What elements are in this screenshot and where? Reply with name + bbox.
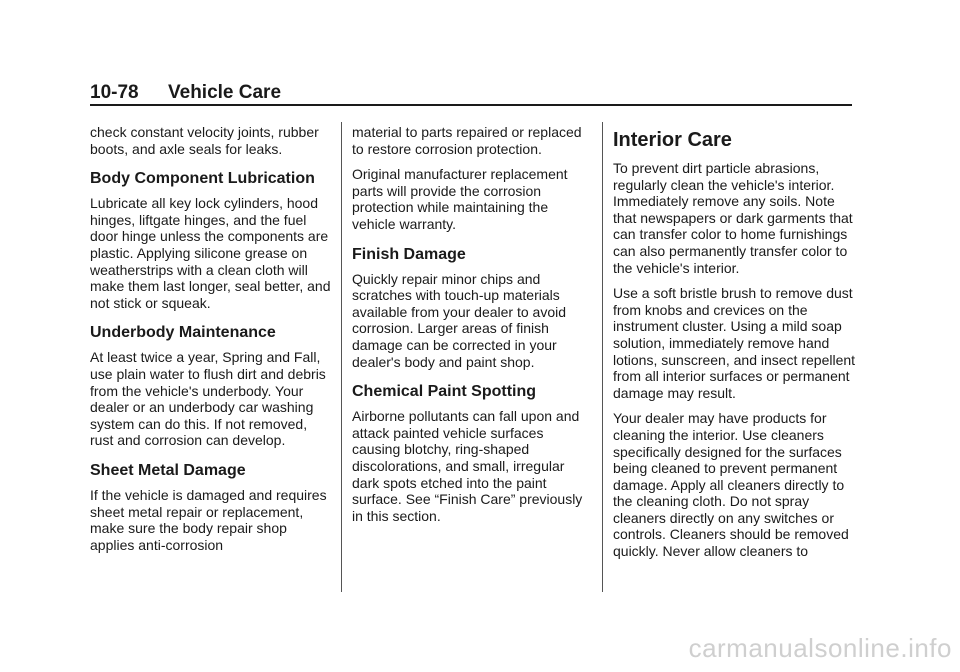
column-divider <box>341 122 342 592</box>
paragraph: material to parts repaired or replaced to restore corrosion protection. <box>352 124 582 157</box>
heading-finish-damage: Finish Damage <box>352 245 466 263</box>
paragraph: Lubricate all key lock cylinders, hood hinges, liftgate hinges, and the fuel door hinge unless the components are plastic. Applying silicone grease on weatherstrips with a clean cloth will make them last longer, seal better, and not stick or squeak. <box>90 195 331 311</box>
paragraph: Quickly repair minor chips and scratches with touch-up materials available from your dealer to avoid corrosion. Larger areas of finish damage can be corrected in your dealer's body and paint shop. <box>352 270 567 370</box>
heading-interior-care: Interior Care <box>613 129 732 151</box>
watermark-text: carmanualsonline.info <box>688 633 952 663</box>
page-header <box>90 82 852 106</box>
header-rule <box>90 104 852 106</box>
column-2 <box>352 124 595 533</box>
paragraph: Your dealer may have products for cleaning the interior. Use cleaners specifically designed for the surfaces being cleaned to prevent permanent damage. Apply all cleaners directly to the cleaning cloth. Do not spray cleaners directly on any switches or controls. Cleaners should be removed quickly. Never allow cleaners to <box>613 410 849 560</box>
paragraph: At least twice a year, Spring and Fall, use plain water to flush dirt and debris from the vehicle's underbody. Your dealer or an underbody car washing system can do this. If not removed, rust and corrosion can develop. <box>90 349 326 449</box>
page-number: 10-78 <box>90 82 139 103</box>
column-divider <box>602 122 603 592</box>
heading-body-component-lubrication: Body Component Lubrication <box>90 170 315 188</box>
paragraph: If the vehicle is damaged and requires sheet metal repair or replacement, make sure the body repair shop applies anti-corrosion <box>90 486 327 553</box>
section-title: Vehicle Care <box>168 82 282 103</box>
heading-underbody-maintenance: Underbody Maintenance <box>90 324 276 342</box>
paragraph: Airborne pollutants can fall upon and attack painted vehicle surfaces causing blotchy, ring-shaped discolorations, and small, irregular dark spots etched into the paint surface. See “Finish Care” previously in this section. <box>352 408 583 524</box>
heading-sheet-metal-damage: Sheet Metal Damage <box>90 461 246 479</box>
paragraph: Original manufacturer replacement parts will provide the corrosion protection while maintaining the vehicle warranty. <box>352 166 568 232</box>
column-1 <box>90 124 333 562</box>
heading-chemical-paint-spotting: Chemical Paint Spotting <box>352 383 537 401</box>
column-3 <box>613 124 856 569</box>
paragraph: Use a soft bristle brush to remove dust from knobs and crevices on the instrument cluster. Using a mild soap solution, immediately remove hand lotions, sunscreen, and insect repellent from all interior surfaces or permanent damage may result. <box>613 285 856 401</box>
paragraph: To prevent dirt particle abrasions, regularly clean the vehicle's interior. Immediately remove any soils. Note that newspapers or dark garments that can transfer color to home furnishings can also permanently transfer color to the vehicle's interior. <box>613 160 853 276</box>
paragraph: check constant velocity joints, rubber boots, and axle seals for leaks. <box>90 124 319 157</box>
